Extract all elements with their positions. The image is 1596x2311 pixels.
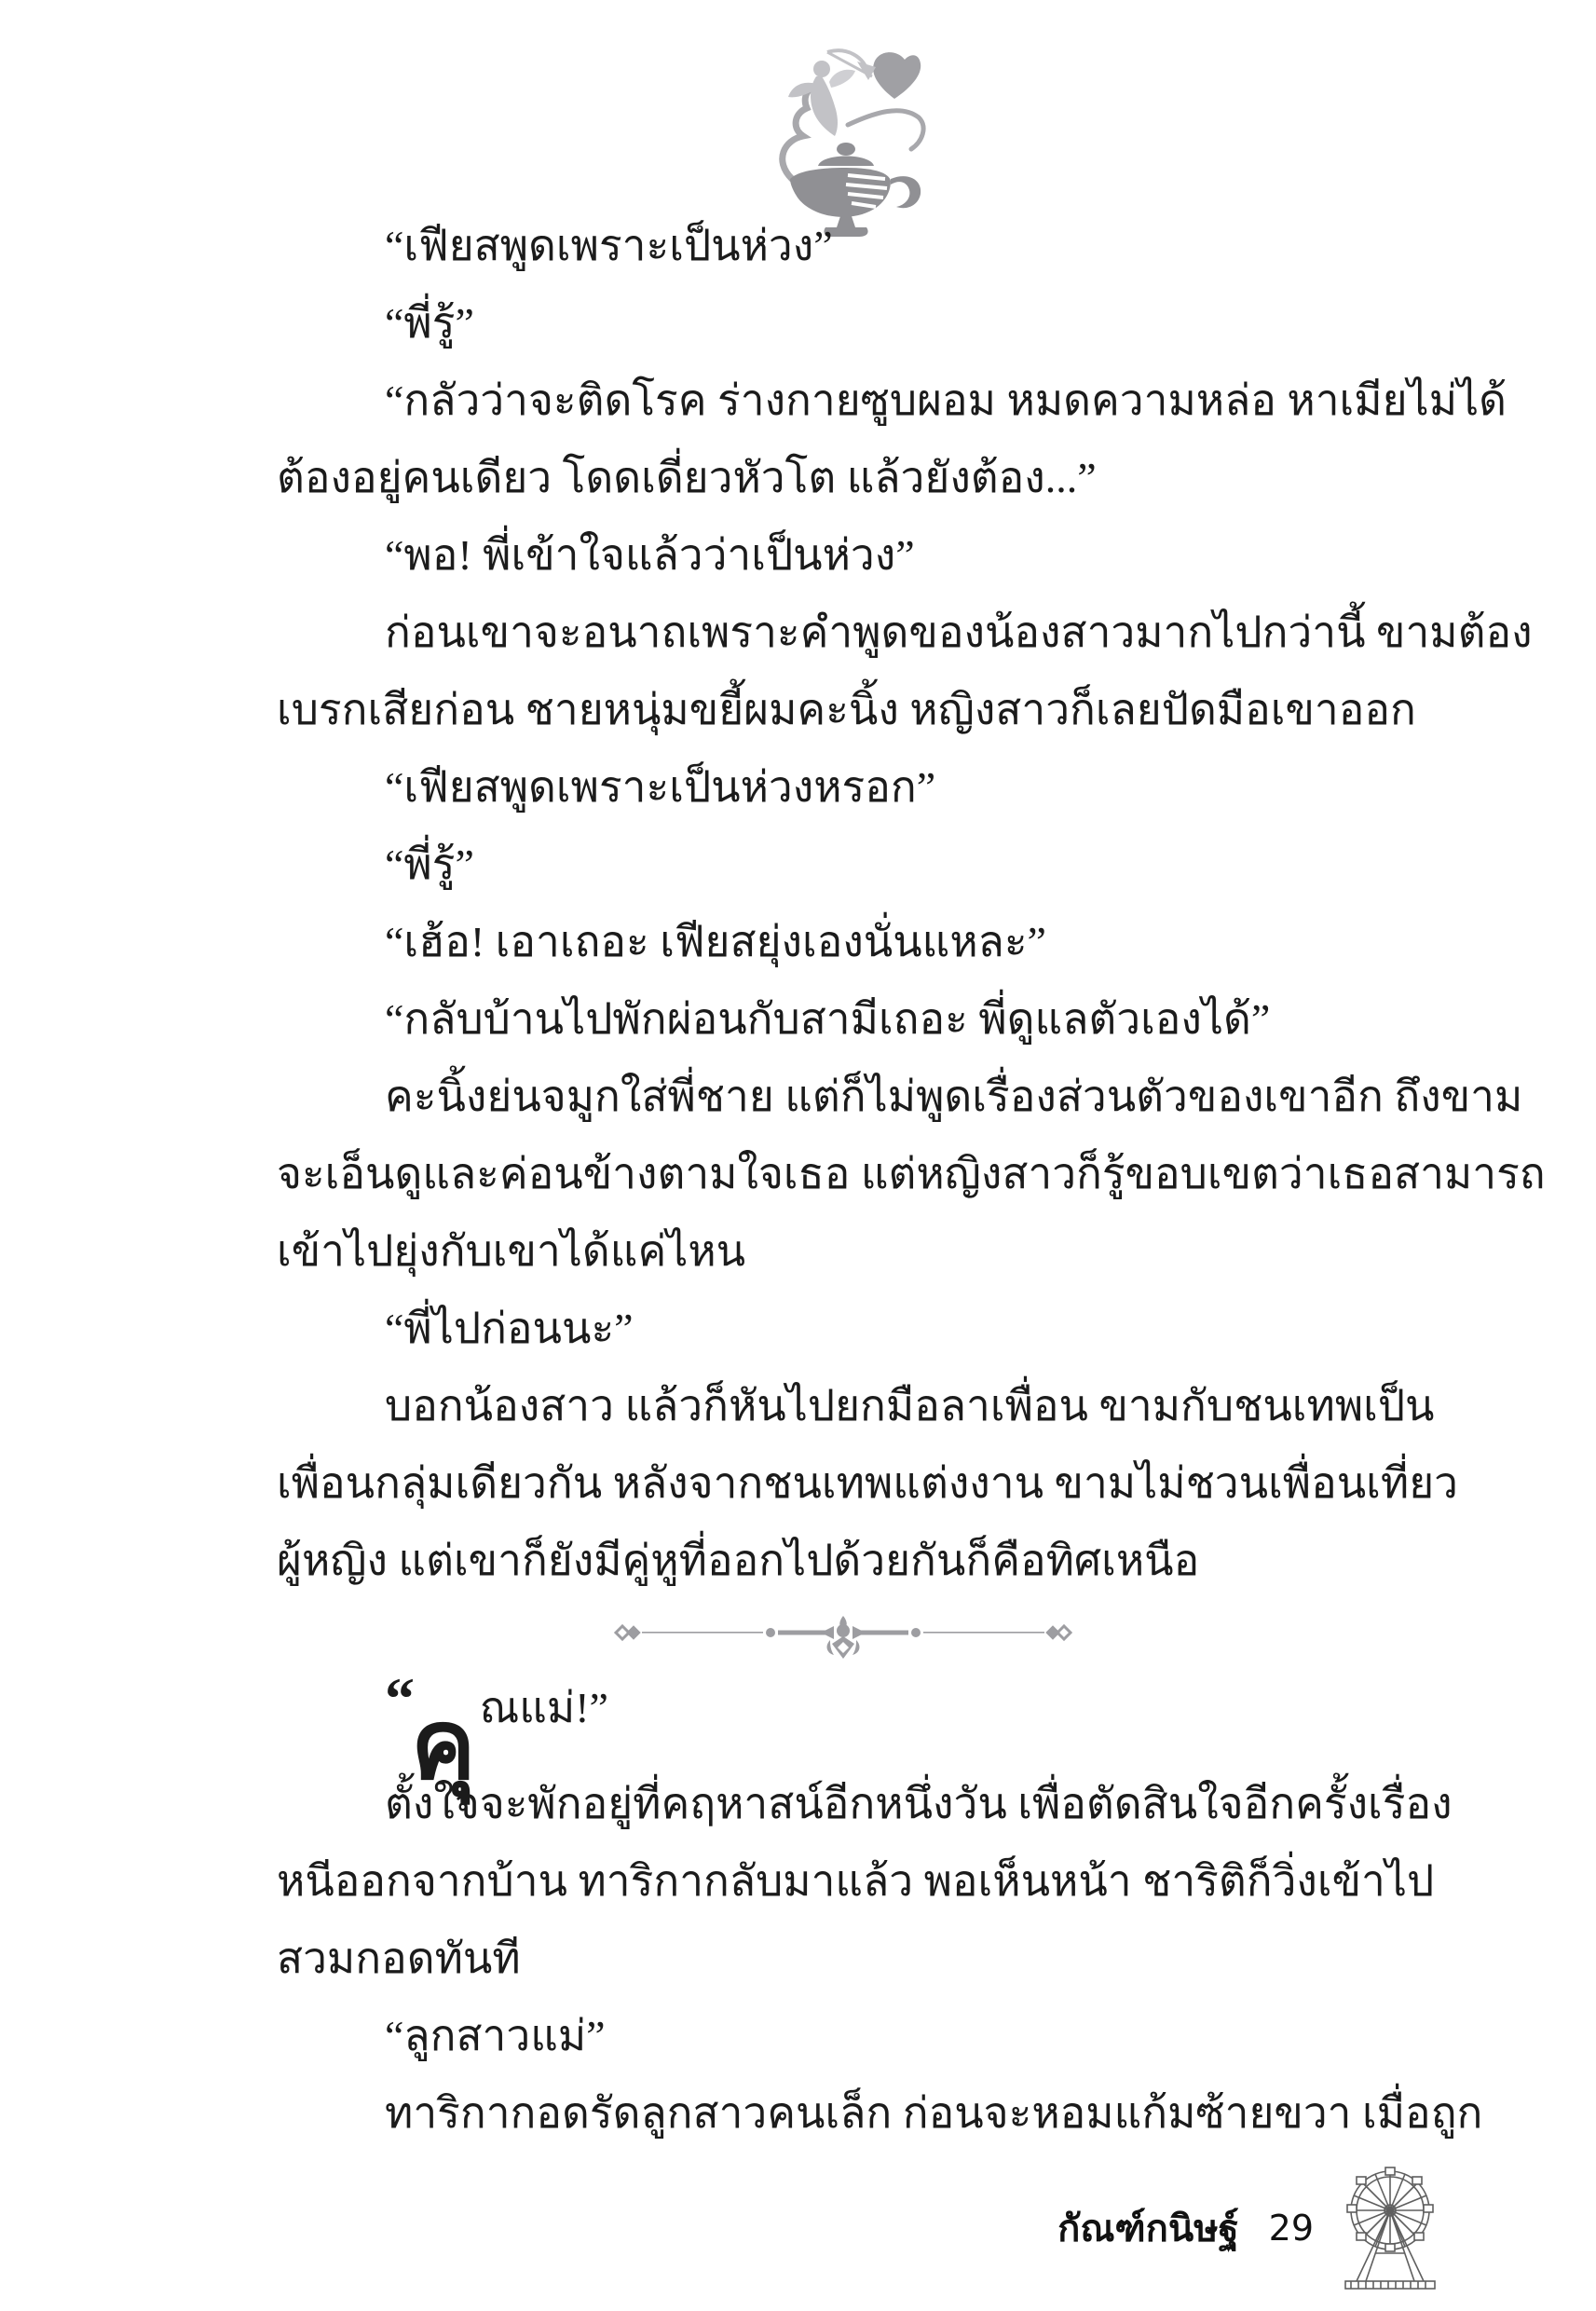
- text-line: เพื่อนกลุ่มเดียวกัน หลังจากชนเทพแต่งงาน ขามไม่ชวนเพื่อนเที่ยว: [277, 1459, 1459, 1507]
- body-text-section-2: [277, 1664, 1483, 2152]
- dropcap-line: [277, 1664, 1390, 1799]
- text-line: ต้องอยู่คนเดียว โดดเดี่ยวหัวโต แล้วยังต้อง...”: [277, 454, 1097, 501]
- footer-book-title: กัณฑ์กนิษฐ์: [1057, 2208, 1239, 2249]
- text-line: ผู้หญิง แต่เขาก็ยังมีคู่หูที่ออกไปด้วยกันก็คือทิศเหนือ: [277, 1537, 1200, 1584]
- text-line: “ลูกสาวแม่”: [385, 2012, 606, 2059]
- text-line: “พี่รู้”: [385, 841, 474, 888]
- text-line: บอกน้องสาว แล้วก็หันไปยกมือลาเพื่อน ขามกับชนเทพเป็น: [385, 1382, 1435, 1429]
- ferris-wheel-icon: [1338, 2162, 1442, 2294]
- dropcap-line-rest: ณแม่!”: [479, 1684, 608, 1731]
- text-line: “พี่ไปก่อนนะ”: [385, 1305, 634, 1352]
- text-line: เบรกเสียก่อน ชายหนุ่มขยี้ผมคะนิ้ง หญิงสาวก็เลยปัดมือเขาออก: [277, 686, 1416, 733]
- floral-line-divider-icon: [610, 1608, 1076, 1666]
- text-line: คะนิ้งย่นจมูกใส่พี่ชาย แต่ก็ไม่พูดเรื่องส่วนตัวของเขาอีก ถึงขาม: [385, 1073, 1523, 1120]
- text-line: ก่อนเขาจะอนาถเพราะคำพูดของน้องสาวมากไปกว่านี้ ขามต้อง: [385, 609, 1533, 656]
- text-line: เข้าไปยุ่งกับเขาได้แค่ไหน: [277, 1227, 746, 1275]
- footer-page-number: 29: [1268, 2208, 1314, 2249]
- dropcap-letter: คุ: [411, 1692, 476, 1799]
- body-text-section-1: [277, 207, 1546, 1599]
- text-line: “พี่รู้”: [385, 299, 474, 347]
- text-line: หนีออกจากบ้าน ทาริกากลับมาแล้ว พอเห็นหน้า ชาริติก็วิ่งเข้าไป: [277, 1857, 1435, 1905]
- text-line: “เฟียสพูดเพราะเป็นห่วง”: [385, 222, 833, 269]
- text-line: “เฟียสพูดเพราะเป็นห่วงหรอก”: [385, 763, 936, 811]
- text-line: “กลับบ้านไปพักผ่อนกับสามีเถอะ พี่ดูแลตัวเองได้”: [385, 995, 1271, 1043]
- text-line: “กลัวว่าจะติดโรค ร่างกายซูบผอม หมดความหล่อ หาเมียไม่ได้: [385, 376, 1507, 424]
- text-line: “เฮ้อ! เอาเถอะ เฟียสยุ่งเองนั่นแหละ”: [385, 918, 1046, 965]
- text-line: ทาริกากอดรัดลูกสาวคนเล็ก ก่อนจะหอมแก้มซ้ายขวา เมื่อถูก: [385, 2089, 1483, 2137]
- dropcap-open-quote: “: [385, 1665, 411, 1731]
- text-line: จะเอ็นดูและค่อนข้างตามใจเธอ แต่หญิงสาวก็รู้ขอบเขตว่าเธอสามารถ: [277, 1150, 1546, 1197]
- text-line: ตั้งใจจะพักอยู่ที่คฤหาสน์อีกหนึ่งวัน เพื่อตัดสินใจอีกครั้งเรื่อง: [385, 1780, 1453, 1827]
- text-line: “พอ! พี่เข้าใจแล้วว่าเป็นห่วง”: [385, 531, 915, 579]
- page-footer: [1057, 2162, 1442, 2294]
- text-line: สวมกอดทันที: [277, 1935, 521, 1982]
